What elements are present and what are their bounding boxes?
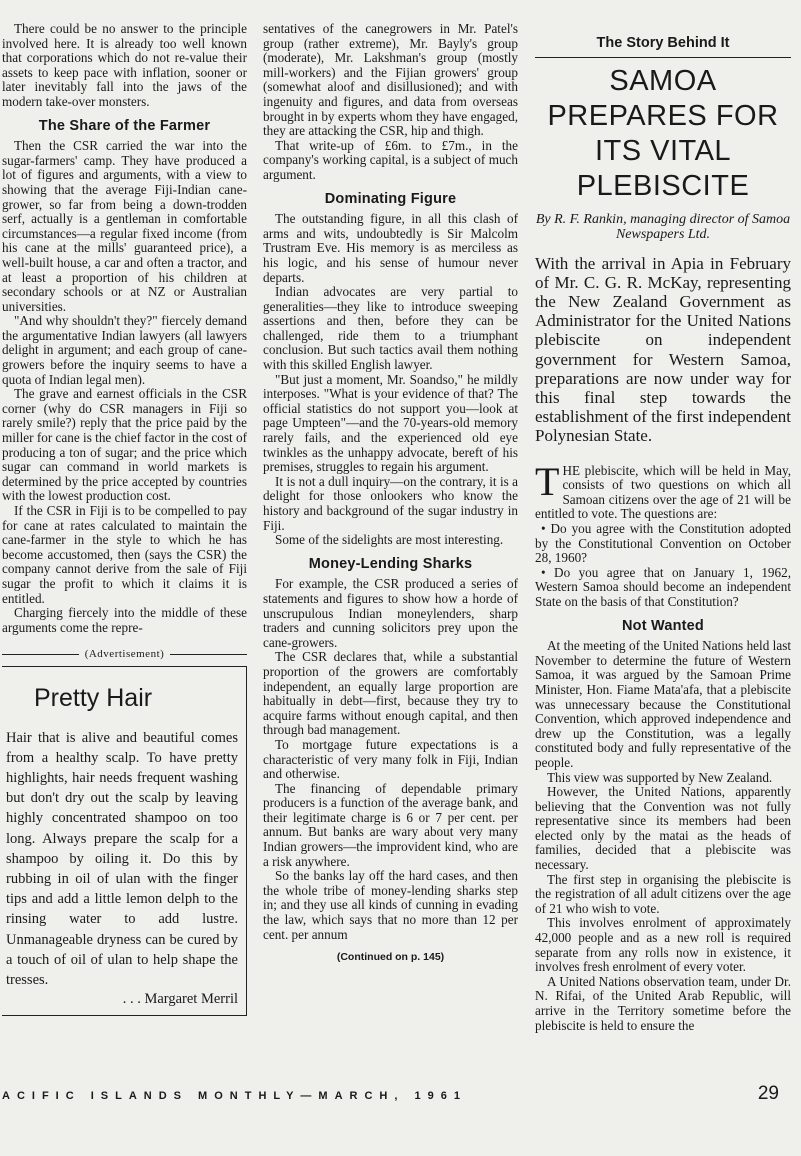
paragraph: This involves enrolment of approximately 42,000 people and as a new roll is required separate from any rolls now in existence, it involves fresh enrolment of every voter. — [535, 915, 791, 975]
divider — [2, 654, 79, 655]
advertisement-signature: . . . Margaret Merril — [122, 991, 238, 1008]
article-kicker: The Story Behind It — [596, 35, 730, 51]
paragraph: Some of the sidelights are most interesting. — [275, 532, 504, 548]
footer-publication: ACIFIC ISLANDS MONTHLY—MARCH, 1961 — [2, 1090, 467, 1102]
paragraph: The grave and earnest officials in the CSR corner (why do CSR managers in Fiji so rarely smile?) reply that the price paid by the miller for cane is the chief factor in the cost of producing a ton of sugar; and the price which sugar can command in world markets is determined by the price accepted by countries with the lowest production cost. — [2, 386, 247, 504]
paragraph: However, the United Nations, apparently believing that the Convention was not fully representative since its members had been elected only by the matai as the heads of families, decided that a plebiscite was necessary. — [535, 784, 791, 873]
paragraph: The financing of dependable primary producers is a function of the average bank, and their legitimate charge is 6 or 7 per cent. per annum. But banks are wary about very many Indian growers—the improvident kind, who are a risk anywhere. — [263, 780, 518, 869]
paragraph: A United Nations observation team, under Dr. N. Rifai, of the United Arab Republic, will arrive in the Territory sometime before the plebiscite is held to ensure the — [535, 973, 791, 1033]
article-headline: SAMOA PREPARES FOR ITS VITAL PLEBISCITE — [547, 64, 779, 202]
paragraph: "But just a moment, Mr. Soandso," he mildly interposes. "What is your evidence of that? The official statistics do not support you—look at page Umpteen"—and the 70-years-old memory rarely fails, and the experienced old eye twinkles as the unhappy advocate, bereft of his premises, struggles to regain his argument. — [263, 371, 518, 475]
advertisement-title: Pretty Hair — [34, 683, 153, 712]
paragraph: The first step in organising the plebiscite is the registration of all adult citizens over the age of 21 who wish to vote. — [535, 871, 791, 916]
article-lead: With the arrival in Apia in February of Mr. C. G. R. McKay, representing the New Zealand Government as Administrator for the United Nations plebiscite on independent government for Western Samoa, preparations are now under way for this final step towards the establishment of the first independent Polynesian State. — [535, 253, 791, 446]
paragraph: The outstanding figure, in all this clash of arms and wits, undoubtedly is Sir Malcolm Trustram Eve. His memory is as merciless as his logic, and his sense of humour never departs. — [263, 211, 518, 285]
column-right — [535, 22, 791, 1033]
subheading-not-wanted: Not Wanted — [621, 617, 704, 634]
paragraph: Charging fiercely into the middle of these arguments come the repre- — [2, 605, 247, 635]
bullet-item: • Do you agree with the Constitution adopted by the Constitutional Convention on October 28, 1960? — [535, 521, 791, 566]
advertisement-label-row — [2, 647, 247, 662]
bullet-item: • Do you agree that on January 1, 1962, Western Samoa should become an independent State on the basis of that Constitution? — [535, 564, 791, 609]
paragraph: If the CSR in Fiji is to be compelled to pay for cane at rates calculated to maintain the cane-farmer in the style to which he has become accustomed, then (says the CSR) the company cannot derive from the sale of Fiji sugar the profit to which it claims it is entitled. — [2, 503, 247, 606]
paragraph: Indian advocates are very partial to generalities—they like to introduce sweeping assertions and then, before they can be challenged, ride them to a triumphant conclusion. But such tactics avail them nothing with this skilled English lawyer. — [263, 284, 518, 373]
page-number: 29 — [757, 1083, 779, 1104]
column-middle — [263, 22, 518, 965]
paragraph: So the banks lay off the hard cases, and then the whole tribe of money-lending sharks step in; and they use all kinds of cunning in evading the law, which says that no more than 12 per cent. per annum — [263, 868, 518, 942]
paragraph: "And why shouldn't they?" fiercely demand the argumentative Indian lawyers (all lawyers delight in argument; and each group of cane-growers before the inquiry seems to have a quota of Indian legal men). — [2, 313, 247, 387]
paragraph: Then the CSR carried the war into the sugar-farmers' camp. They have produced a lot of figures and arguments, with a view to showing that the average Fiji-Indian cane-grower, so far from being a down-trodden serf, actually is a gentleman in comfortable circumstances—a regular fixed income (from his cane at the mills' guaranteed price), a well-built house, a car and often a tractor, and at least a proportion of his children at secondary schools or at NZ or Australian universities. — [2, 138, 247, 314]
paragraph-text: HE plebiscite, which will be held in May, consists of two questions on which all Samoan citizens over the age of 21 will be entitled to vote. The questions are: — [535, 462, 791, 522]
paragraph: To mortgage future expectations is a characteristic of very many folk in Fiji, Indian and otherwise. — [263, 736, 518, 782]
paragraph: For example, the CSR produced a series of statements and figures to show how a horde of unscrupulous Indian moneylenders, sharp traders and cunning solicitors prey upon the cane-growers. — [263, 576, 518, 650]
subheading-dominating-figure: Dominating Figure — [324, 190, 457, 207]
advertisement-box — [2, 666, 247, 1016]
subheading-share-of-farmer: The Share of the Farmer — [38, 117, 211, 134]
column-left — [2, 22, 247, 1016]
paragraph: There could be no answer to the principle involved here. It is already too well known that corporations which do not re-value their assets to keep pace with inflation, sooner or later inevitably fall into the jaws of the modern take-over monsters. — [2, 21, 247, 109]
paragraph: At the meeting of the United Nations held last November to determine the future of Western Samoa, it was argued by the Samoan Prime Minister, Hon. Fiame Mata'afa, that a plebiscite was unnecessary because the Constitutional Convention, which approved independence and drew up the Constitution, was a legally constituted body and fully representative of the people. — [535, 638, 791, 770]
advertisement-body: Hair that is alive and beautiful comes from a healthy scalp. To have pretty highlights, hair needs frequent washing but don't dry out the scalp by leaving highly concentrated shampoo on too long. Always prepare the scalp for a shampoo by oiling it. Do this by rubbing in oil of ulan with the finger tips and add a little lemon delph to the rinsing water to add lustre. Unmanageable dryness can be cured by a touch of oil of ulan to help shape the tresses. — [6, 729, 238, 988]
paragraph: That write-up of £6m. to £7m., in the company's working capital, is a subject of much argument. — [263, 137, 518, 182]
continued-note: (Continued on p. 145) — [336, 951, 445, 964]
paragraph: This view was supported by New Zealand. — [547, 769, 773, 785]
divider — [535, 57, 791, 58]
advertisement-label: (Advertisement) — [84, 648, 165, 661]
paragraph: The CSR declares that, while a substantial proportion of the growers are comfortably independent, an equally large proportion are habitually in debt—first, because they try to acquire farms without enough capital, and then through bad management. — [263, 649, 518, 738]
page-footer — [0, 1082, 801, 1110]
paragraph — [535, 458, 791, 522]
paragraph: sentatives of the canegrowers in Mr. Patel's group (rather extreme), Mr. Bayly's group (moderate), Mr. Lakshman's group (mostly mill-workers) and the Fijian growers' group (somewhat aloof and disillusioned); and with ingenuity and figures, and data from overseas brought in by experts whom they have engaged, they are attacking the CSR, hip and thigh. — [263, 21, 518, 139]
subheading-money-lending-sharks: Money-Lending Sharks — [308, 555, 473, 572]
divider — [170, 654, 247, 655]
paragraph: It is not a dull inquiry—on the contrary, it is a delight for those onlookers who know the history and background of the sugar industry in Fiji. — [263, 473, 518, 533]
drop-cap: T — [535, 458, 560, 504]
article-byline: By R. F. Rankin, managing director of Samoa Newspapers Ltd. — [535, 211, 791, 242]
